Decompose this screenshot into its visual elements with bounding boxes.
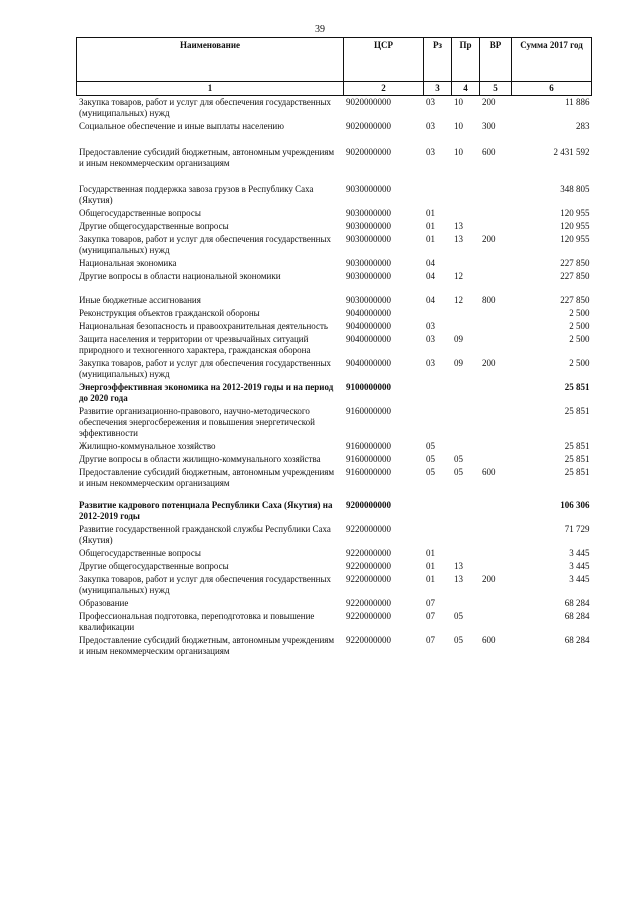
row-rz [424, 307, 452, 320]
row-sum: 120 955 [560, 221, 590, 231]
row-pr: 05 [454, 635, 463, 645]
column-number: 1 [77, 82, 344, 96]
table-row [77, 381, 592, 405]
row-sum: 3 445 [569, 574, 590, 584]
row-name: Энергоэффективная экономика на 2012-2019 годы и на период до 2020 года [79, 382, 334, 403]
row-rz: 01 [426, 574, 435, 584]
header-csr: ЦСР [344, 38, 424, 82]
table-row [77, 170, 592, 207]
row-vr [480, 453, 512, 466]
row-csr: 9030000000 [346, 184, 391, 194]
row-name: Закупка товаров, работ и услуг для обеспечения государственных (муниципальных) нужд [79, 574, 332, 595]
row-sum: 3 445 [569, 561, 590, 571]
table-row [77, 307, 592, 320]
row-sum: 120 955 [560, 234, 590, 244]
row-rz: 07 [426, 611, 435, 621]
row-pr [452, 307, 480, 320]
row-name: Национальная безопасность и правоохранительная деятельность [79, 321, 329, 331]
row-vr [480, 547, 512, 560]
row-vr [480, 320, 512, 333]
row-sum: 2 500 [569, 308, 590, 318]
table-row [77, 333, 592, 357]
row-name: Другие общегосударственные вопросы [79, 221, 229, 231]
row-csr: 9160000000 [346, 406, 391, 416]
table-row [77, 133, 592, 170]
row-pr: 10 [454, 121, 463, 131]
row-rz: 03 [426, 147, 435, 157]
row-csr: 9030000000 [346, 295, 391, 305]
row-name: Защита населения и территории от чрезвычайных ситуаций природного и техногенного характера, гражданская оборона [79, 334, 311, 355]
row-name: Другие вопросы в области жилищно-коммунального хозяйства [79, 454, 321, 464]
row-pr [452, 597, 480, 610]
row-csr: 9040000000 [346, 334, 391, 344]
row-rz: 05 [426, 467, 435, 477]
row-pr [452, 547, 480, 560]
table-row [77, 610, 592, 634]
table-header-row [77, 38, 592, 82]
row-vr: 600 [482, 467, 496, 477]
table-row [77, 270, 592, 283]
row-pr: 09 [454, 358, 463, 368]
table-row [77, 634, 592, 658]
row-vr [480, 307, 512, 320]
row-pr [452, 405, 480, 440]
row-pr: 13 [454, 221, 463, 231]
column-number: 5 [480, 82, 512, 96]
row-vr [480, 523, 512, 547]
row-rz: 05 [426, 454, 435, 464]
row-sum: 283 [576, 121, 590, 131]
table-row [77, 466, 592, 490]
row-sum: 25 851 [564, 406, 590, 416]
row-pr: 05 [454, 467, 463, 477]
row-sum: 68 284 [564, 635, 590, 645]
table-row [77, 490, 592, 523]
row-name: Закупка товаров, работ и услуг для обеспечения государственных (муниципальных) нужд [79, 97, 332, 118]
row-vr [480, 207, 512, 220]
table-row [77, 357, 592, 381]
row-sum: 2 500 [569, 334, 590, 344]
row-rz: 03 [426, 121, 435, 131]
row-name: Развитие организационно-правового, научно-методического обеспечения энергосбережения и повышения энергетической эффективности [79, 406, 315, 438]
table-row [77, 573, 592, 597]
row-csr: 9160000000 [346, 441, 391, 451]
row-rz [424, 170, 452, 207]
row-sum: 25 851 [564, 454, 590, 464]
header-vr: ВР [480, 38, 512, 82]
row-csr: 9200000000 [346, 500, 391, 510]
table-row [77, 320, 592, 333]
row-csr: 9040000000 [346, 358, 391, 368]
row-sum: 25 851 [564, 467, 590, 477]
row-name: Образование [79, 598, 129, 608]
row-sum: 11 886 [565, 97, 590, 107]
row-pr: 13 [454, 234, 463, 244]
budget-table [76, 37, 592, 658]
header-pr: Пр [452, 38, 480, 82]
row-vr [480, 610, 512, 634]
row-pr: 09 [454, 334, 463, 344]
table-row [77, 523, 592, 547]
row-vr: 800 [482, 295, 496, 305]
row-name: Предоставление субсидий бюджетным, автономным учреждениям и иным некоммерческим организациям [79, 635, 335, 656]
row-rz: 03 [426, 334, 435, 344]
table-row [77, 220, 592, 233]
row-vr: 200 [482, 574, 496, 584]
table-row [77, 283, 592, 307]
row-vr: 200 [482, 234, 496, 244]
row-vr [480, 257, 512, 270]
row-vr [480, 333, 512, 357]
row-csr: 9030000000 [346, 234, 391, 244]
row-csr: 9220000000 [346, 524, 391, 534]
row-vr: 300 [482, 121, 496, 131]
row-pr [452, 257, 480, 270]
row-sum: 120 955 [560, 208, 590, 218]
row-pr [452, 440, 480, 453]
row-csr: 9030000000 [346, 208, 391, 218]
row-rz [424, 405, 452, 440]
row-rz [424, 490, 452, 523]
row-vr [480, 220, 512, 233]
row-name: Профессиональная подготовка, переподготовка и повышение квалификации [79, 611, 315, 632]
row-rz: 03 [426, 321, 435, 331]
row-csr: 9030000000 [346, 221, 391, 231]
table-row [77, 120, 592, 133]
row-pr [452, 207, 480, 220]
row-pr [452, 320, 480, 333]
row-csr: 9030000000 [346, 271, 391, 281]
row-pr: 05 [454, 611, 463, 621]
column-number: 4 [452, 82, 480, 96]
row-csr: 9040000000 [346, 321, 391, 331]
table-row [77, 440, 592, 453]
row-rz: 07 [426, 635, 435, 645]
row-vr [480, 597, 512, 610]
row-csr: 9160000000 [346, 467, 391, 477]
row-vr [480, 440, 512, 453]
row-vr: 600 [482, 147, 496, 157]
row-name: Предоставление субсидий бюджетным, автономным учреждениям и иным некоммерческим организациям [79, 147, 335, 168]
row-csr: 9220000000 [346, 574, 391, 584]
row-pr: 12 [454, 271, 463, 281]
row-name: Реконструкция объектов гражданской обороны [79, 308, 260, 318]
table-row [77, 96, 592, 121]
row-sum: 2 500 [569, 358, 590, 368]
row-rz: 01 [426, 561, 435, 571]
table-row [77, 547, 592, 560]
row-csr: 9220000000 [346, 598, 391, 608]
row-rz: 04 [426, 258, 435, 268]
column-number-row [77, 82, 592, 96]
row-rz: 05 [426, 441, 435, 451]
row-vr [480, 270, 512, 283]
row-name: Государственная поддержка завоза грузов в Республику Саха (Якутия) [79, 184, 314, 205]
table-row [77, 233, 592, 257]
row-vr [480, 490, 512, 523]
row-sum: 25 851 [564, 441, 590, 451]
row-rz: 01 [426, 548, 435, 558]
table-row [77, 257, 592, 270]
row-csr: 9020000000 [346, 147, 391, 157]
row-pr [452, 381, 480, 405]
row-name: Другие общегосударственные вопросы [79, 561, 229, 571]
row-pr: 13 [454, 561, 463, 571]
column-number: 2 [344, 82, 424, 96]
row-sum: 25 851 [564, 382, 590, 392]
row-csr: 9100000000 [346, 382, 391, 392]
page-number: 39 [315, 24, 325, 35]
row-csr: 9160000000 [346, 454, 391, 464]
row-name: Жилищно-коммунальное хозяйство [79, 441, 216, 451]
row-pr: 10 [454, 147, 463, 157]
row-vr [480, 381, 512, 405]
row-sum: 227 850 [560, 258, 590, 268]
row-rz: 01 [426, 234, 435, 244]
row-sum: 2 431 592 [553, 147, 590, 157]
row-rz: 07 [426, 598, 435, 608]
row-rz [424, 381, 452, 405]
column-number: 6 [512, 82, 592, 96]
row-csr: 9220000000 [346, 635, 391, 645]
table-row [77, 453, 592, 466]
table-row [77, 560, 592, 573]
row-name: Предоставление субсидий бюджетным, автономным учреждениям и иным некоммерческим организациям [79, 467, 335, 488]
row-csr: 9220000000 [346, 611, 391, 621]
row-sum: 106 306 [560, 500, 590, 510]
row-sum: 227 850 [560, 271, 590, 281]
row-pr: 13 [454, 574, 463, 584]
row-vr: 200 [482, 358, 496, 368]
row-rz: 04 [426, 271, 435, 281]
row-name: Развитие государственной гражданской службы Республики Саха (Якутия) [79, 524, 331, 545]
header-name: Наименование [77, 38, 344, 82]
column-number: 3 [424, 82, 452, 96]
row-sum: 227 850 [560, 295, 590, 305]
row-rz: 04 [426, 295, 435, 305]
row-name: Развитие кадрового потенциала Республики Саха (Якутия) на 2012-2019 годы [79, 500, 333, 521]
row-name: Национальная экономика [79, 258, 177, 268]
row-pr: 12 [454, 295, 463, 305]
row-sum: 68 284 [564, 598, 590, 608]
table-row [77, 207, 592, 220]
row-pr [452, 170, 480, 207]
row-sum: 68 284 [564, 611, 590, 621]
row-pr: 05 [454, 454, 463, 464]
row-csr: 9020000000 [346, 97, 391, 107]
row-name: Закупка товаров, работ и услуг для обеспечения государственных (муниципальных) нужд [79, 234, 332, 255]
row-csr: 9040000000 [346, 308, 391, 318]
row-name: Другие вопросы в области национальной экономики [79, 271, 281, 281]
row-vr [480, 560, 512, 573]
row-csr: 9030000000 [346, 258, 391, 268]
table-row [77, 405, 592, 440]
row-vr [480, 405, 512, 440]
row-name: Закупка товаров, работ и услуг для обеспечения государственных (муниципальных) нужд [79, 358, 332, 379]
row-rz: 03 [426, 97, 435, 107]
row-csr: 9220000000 [346, 561, 391, 571]
row-vr: 200 [482, 97, 496, 107]
row-vr [480, 170, 512, 207]
row-sum: 348 805 [560, 184, 590, 194]
row-sum: 3 445 [569, 548, 590, 558]
row-pr [452, 523, 480, 547]
row-name: Иные бюджетные ассигнования [79, 295, 201, 305]
row-sum: 71 729 [564, 524, 590, 534]
row-rz [424, 523, 452, 547]
row-vr: 600 [482, 635, 496, 645]
header-rz: Рз [424, 38, 452, 82]
row-sum: 2 500 [569, 321, 590, 331]
row-name: Общегосударственные вопросы [79, 548, 201, 558]
row-rz: 03 [426, 358, 435, 368]
table-row [77, 597, 592, 610]
header-sum: Сумма 2017 год [512, 38, 592, 82]
row-pr: 10 [454, 97, 463, 107]
row-name: Общегосударственные вопросы [79, 208, 201, 218]
row-rz: 01 [426, 208, 435, 218]
row-rz: 01 [426, 221, 435, 231]
row-csr: 9220000000 [346, 548, 391, 558]
row-csr: 9020000000 [346, 121, 391, 131]
row-pr [452, 490, 480, 523]
row-name: Социальное обеспечение и иные выплаты населению [79, 121, 284, 131]
